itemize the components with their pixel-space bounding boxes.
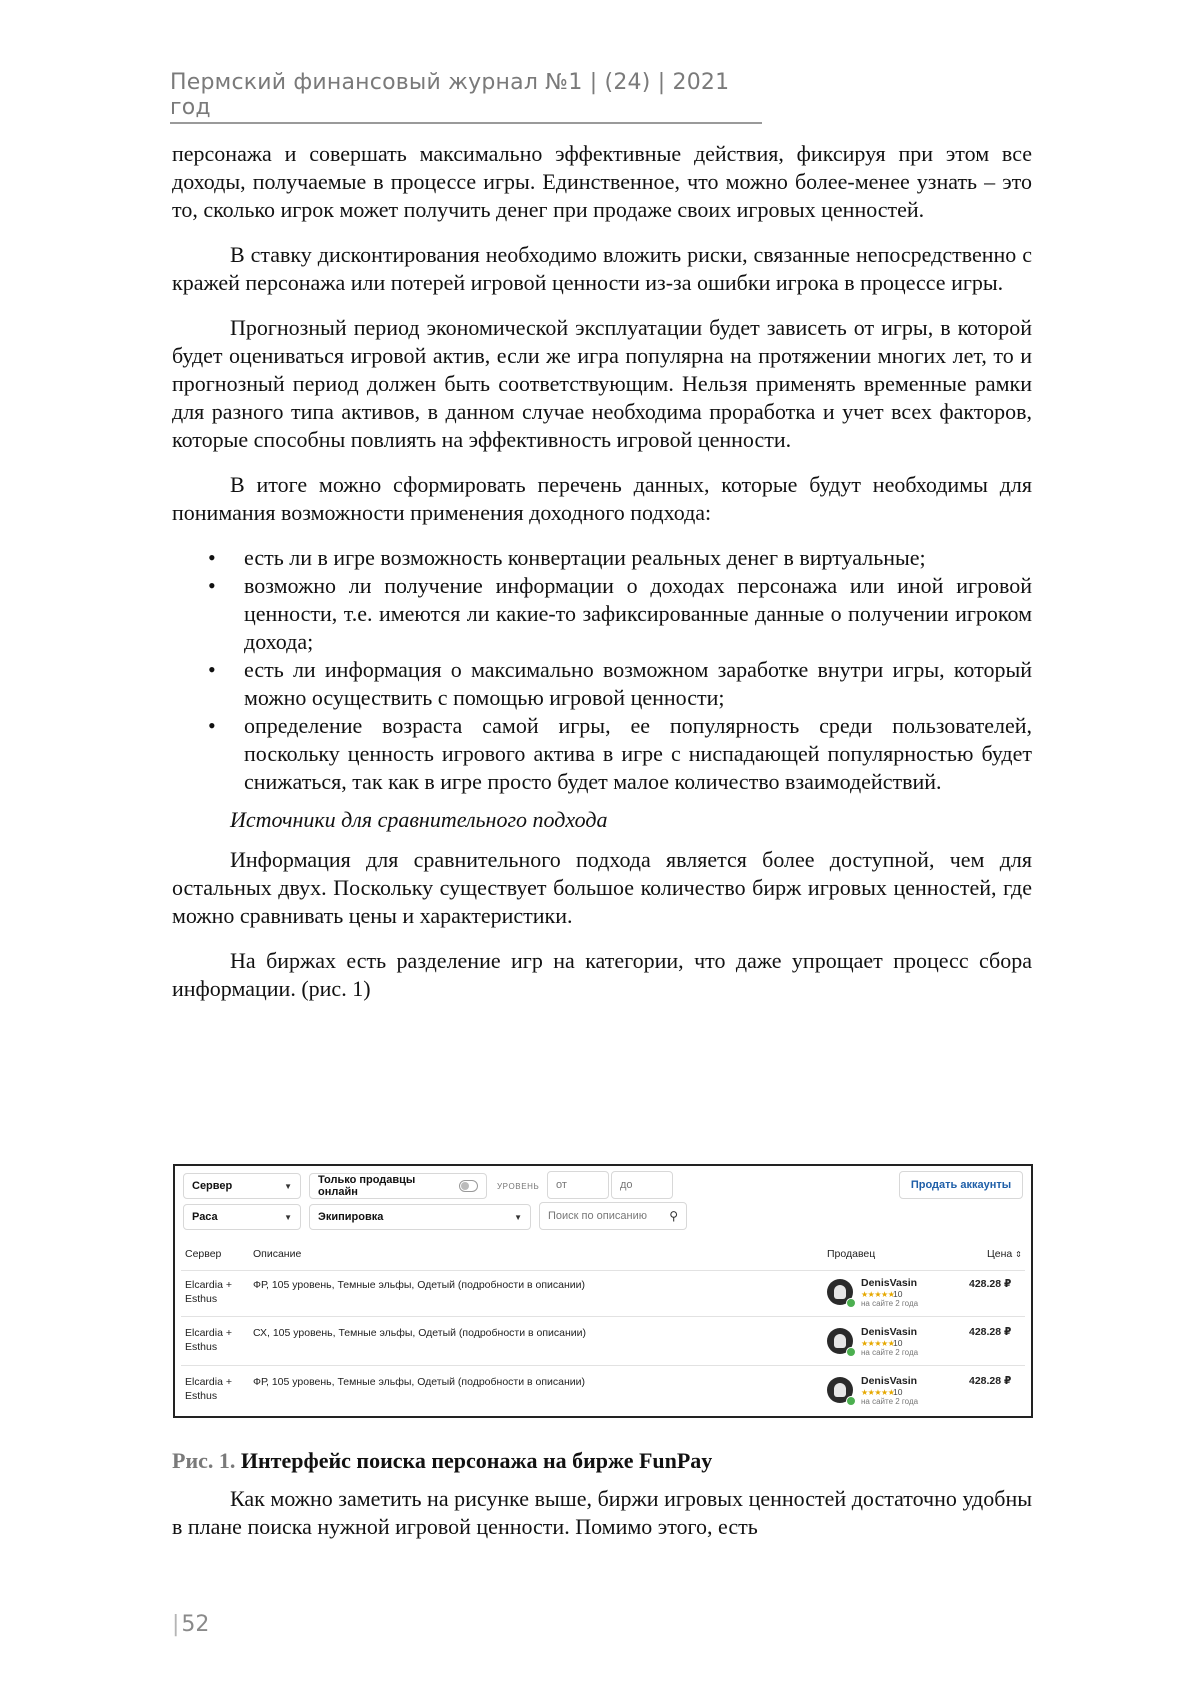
search-icon: ⚲: [669, 1209, 678, 1223]
paragraph-5: Информация для сравнительного подхода является более доступной, чем для остальных двух. Поскольку существует большое количество бирж игровых ценностей, где можно сравнивать цены и характеристики.: [172, 847, 1032, 928]
seller-since: на сайте 2 года: [861, 1397, 919, 1406]
online-dot: [846, 1396, 856, 1406]
paragraph-1: персонажа и совершать максимально эффективные действия, фиксируя при этом все доходы, получаемые в процессе игры. Единственное, что можно более-менее узнать – это то, сколько игрок может получить денег при продаже своих игровых ценностей.: [172, 141, 1032, 222]
server-select-label: Сервер: [192, 1180, 233, 1192]
level-label: УРОВЕНЬ: [497, 1182, 540, 1191]
page-number: [172, 1612, 209, 1637]
server-select[interactable]: [183, 1173, 301, 1199]
chevron-down-icon: ▼: [514, 1212, 522, 1222]
figure-caption-text: Интерфейс поиска персонажа на бирже FunPay: [240, 1448, 713, 1473]
review-count: 10: [893, 1289, 903, 1299]
column-header-server: Сервер: [185, 1248, 222, 1260]
paragraph-2: В ставку дисконтирования необходимо вложить риски, связанные непосредственно с кражей персонажа или потерей игровой ценности из-за ошибки игрока в процессе игры.: [172, 242, 1032, 295]
row-description: ФР, 105 уровень, Темные эльфы, Одетый (подробности в описании): [253, 1279, 586, 1291]
sort-icon: ⇕: [1015, 1250, 1022, 1259]
bullet-item: • определение возраста самой игры, ее популярность среди пользователей, поскольку ценность игрового актива в игре с ниспадающей популярностью будет снижаться, так как в игре просто будет малое количество взаимодействий.: [172, 712, 1032, 796]
bullet-item: • есть ли в игре возможность конвертации реальных денег в виртуальные;: [172, 544, 1032, 572]
rating-stars: ★★★★★: [861, 1339, 895, 1348]
bullet-list: [172, 544, 1032, 796]
seller-name: DenisVasin: [861, 1277, 918, 1289]
column-header-description: Описание: [253, 1248, 302, 1260]
column-header-price[interactable]: [987, 1248, 1022, 1260]
article-body: [172, 140, 1032, 1003]
page-number-value: 52: [181, 1612, 210, 1637]
paragraph-3: Прогнозный период экономической эксплуатации будет зависеть от игры, в которой будет оцениваться игровой актив, если же игра популярна на протяжении многих лет, то и прогнозный период должен быть соответствующим. Нельзя применять временные рамки для разного типа активов, в данном случае необходима проработка и учет всех факторов, которые способны повлиять на эффективность игровой ценности.: [172, 315, 1032, 452]
price: 428.28 ₽: [969, 1278, 1012, 1290]
rating-stars: ★★★★★: [861, 1388, 895, 1397]
seller-since: на сайте 2 года: [861, 1299, 919, 1308]
equipment-select-label: Экипировка: [318, 1211, 384, 1223]
review-count: 10: [893, 1338, 903, 1348]
bullet-item: • возможно ли получение информации о доходах персонажа или иной игровой ценности, т.е. имеются ли какие-то зафиксированные данные о получении игроком дохода;: [172, 572, 1032, 656]
level-to-input[interactable]: [611, 1171, 673, 1199]
table-divider: [181, 1365, 1025, 1366]
row-server-line2: Esthus: [185, 1293, 218, 1305]
column-header-price-label: Цена: [987, 1248, 1013, 1260]
seller-name: DenisVasin: [861, 1375, 918, 1387]
paragraph-7: Как можно заметить на рисунке выше, биржи игровых ценностей достаточно удобны в плане поиска нужной игровой ценности. Помимо этого, есть: [172, 1486, 1032, 1539]
row-server-line1: Elcardia +: [185, 1279, 232, 1291]
sell-accounts-button[interactable]: [899, 1171, 1023, 1199]
rating-stars: ★★★★★: [861, 1290, 895, 1299]
chevron-down-icon: ▼: [284, 1212, 292, 1222]
online-only-label: Только продавцы онлайн: [318, 1174, 416, 1198]
row-description: ФР, 105 уровень, Темные эльфы, Одетый (подробности в описании): [253, 1376, 586, 1388]
table-divider: [181, 1270, 1025, 1271]
paragraph-4: В итоге можно сформировать перечень данных, которые будут необходимы для понимания возможности применения доходного подхода:: [172, 472, 1032, 525]
review-count: 10: [893, 1387, 903, 1397]
level-from-placeholder: от: [556, 1179, 567, 1191]
column-header-seller: Продавец: [827, 1248, 876, 1260]
section-subheading: Источники для сравнительного подхода: [230, 807, 608, 832]
price: 428.28 ₽: [969, 1326, 1012, 1338]
seller-name: DenisVasin: [861, 1326, 918, 1338]
online-dot: [846, 1347, 856, 1357]
online-only-toggle[interactable]: [309, 1173, 487, 1199]
row-server-line2: Esthus: [185, 1390, 218, 1402]
level-from-input[interactable]: [547, 1171, 609, 1199]
table-divider: [181, 1316, 1025, 1317]
chevron-down-icon: ▼: [284, 1181, 292, 1191]
row-server-line1: Elcardia +: [185, 1376, 232, 1388]
description-search-input[interactable]: [539, 1202, 687, 1230]
online-dot: [846, 1298, 856, 1308]
figure-caption: [172, 1447, 1032, 1475]
row-server-line2: Esthus: [185, 1341, 218, 1353]
paragraph-6: На биржах есть разделение игр на категории, что даже упрощает процесс сбора информации. (рис. 1): [172, 948, 1032, 1001]
race-select-label: Раса: [192, 1211, 218, 1223]
row-server-line1: Elcardia +: [185, 1327, 232, 1339]
row-description: СХ, 105 уровень, Темные эльфы, Одетый (подробности в описании): [253, 1327, 586, 1339]
equipment-select[interactable]: [309, 1204, 531, 1230]
page-number-divider: |: [172, 1612, 180, 1637]
bullet-item: • есть ли информация о максимально возможном заработке внутри игры, который можно осуществить с помощью игровой ценности;: [172, 656, 1032, 712]
figure-number: Рис. 1.: [172, 1448, 236, 1473]
level-to-placeholder: до: [620, 1179, 633, 1191]
price: 428.28 ₽: [969, 1375, 1012, 1387]
article-body-continued: [172, 1485, 1032, 1541]
race-select[interactable]: [183, 1204, 301, 1230]
sell-accounts-label: Продать аккаунты: [910, 1179, 1012, 1191]
seller-since: на сайте 2 года: [861, 1348, 919, 1357]
journal-header: Пермский финансовый журнал №1 | (24) | 2021 год: [170, 70, 762, 124]
funpay-screenshot-figure: [173, 1164, 1033, 1418]
search-placeholder: Поиск по описанию: [548, 1210, 647, 1222]
toggle-switch-icon: [459, 1180, 478, 1192]
